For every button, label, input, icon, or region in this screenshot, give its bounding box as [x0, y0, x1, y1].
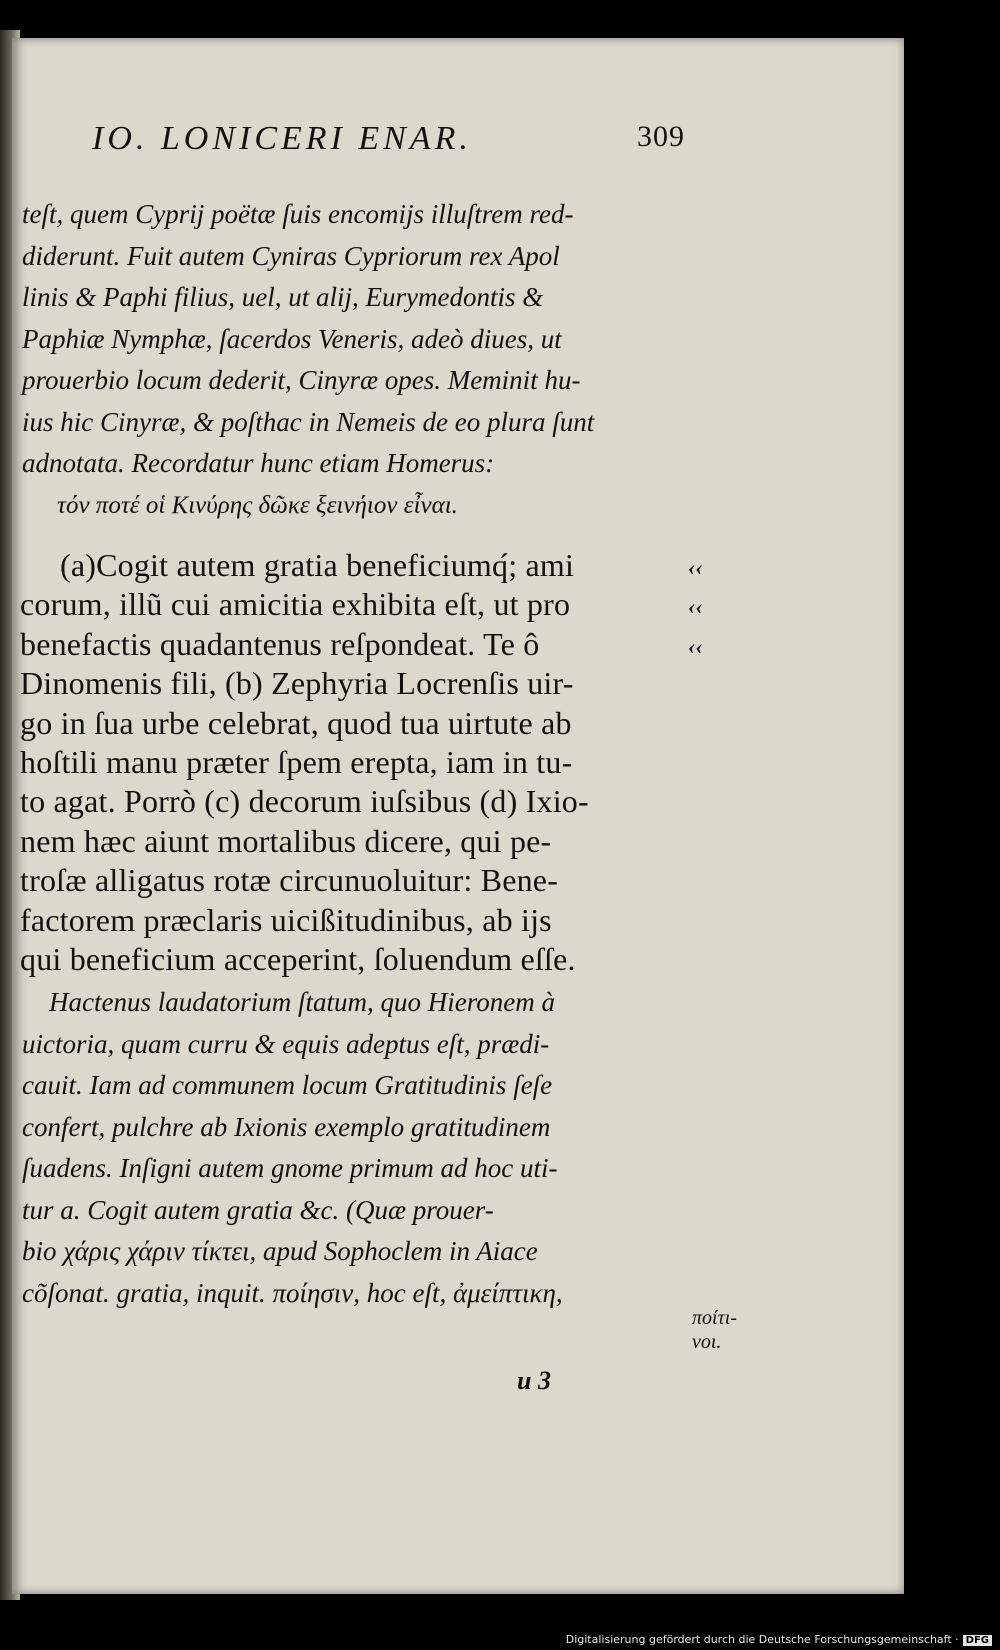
- translation-line: go in ſua urbe celebrat, quod tua uirtute ab: [20, 704, 572, 741]
- quote-marks: [688, 548, 703, 666]
- translation-line: Dinomenis fili, (b) Zephyria Locrenſis uir-: [20, 665, 574, 702]
- book-page: [12, 38, 904, 1594]
- commentary-line: cõſonat. gratia, inquit. ποίησιν, hoc eſt, ἀμείπτικη,: [22, 1277, 563, 1308]
- translation-line: factorem præclaris uicißitudinibus, ab ijs: [20, 901, 552, 938]
- commentary-line: uictoria, quam curru & equis adeptus eſt, prædi-: [22, 1028, 550, 1059]
- commentary-line: teſt, quem Cyprij poëtæ ſuis encomijs illuſtrem red-: [22, 199, 574, 229]
- page-number: 309: [637, 120, 685, 153]
- footer-credit: [566, 1633, 992, 1646]
- commentary-line: prouerbio locum dederit, Cinyræ opes. Meminit hu-: [22, 365, 581, 395]
- translation-line: corum, illũ cui amicitia exhibita eſt, ut pro: [20, 586, 571, 623]
- commentary-line: Paphiæ Nymphæ, ſacerdos Veneris, adeò diues, ut: [22, 323, 562, 354]
- commentary-line: tur a. Cogit autem gratia &c. (Quæ prouer-: [22, 1194, 494, 1225]
- margin-note: ποίτι- νοι.: [692, 1307, 737, 1353]
- translation-line: troſæ alligatus rotæ circunuoluitur: Bene-: [20, 862, 559, 899]
- footer-text: Digitalisierung gefördert durch die Deutsche Forschungsgemeinschaft ·: [565, 1633, 959, 1646]
- signature-mark: u 3: [517, 1366, 551, 1395]
- translation-line: (a)Cogit autem gratia beneficiumq́; ami: [60, 547, 575, 583]
- bottom-commentary: [22, 982, 682, 1314]
- quote-mark: ‹‹: [688, 633, 703, 659]
- commentary-line: confert, pulchre ab Ixionis exemplo gratitudinem: [22, 1111, 551, 1142]
- translation-text: [20, 546, 680, 979]
- quote-mark: ‹‹: [688, 594, 703, 620]
- translation-line: qui beneficium acceperint, ſoluendum eſſe.: [20, 941, 576, 978]
- translation-line: hoſtili manu præter ſpem erepta, iam in tu-: [20, 744, 573, 781]
- dfg-logo: DFG: [963, 1635, 992, 1646]
- top-commentary: [22, 194, 682, 485]
- running-title: IO. LONICERI ENAR.: [92, 120, 472, 157]
- greek-quote: τόν ποτέ οἱ Κινύρης δῶκε ξεινήιον εἶναι.: [57, 492, 458, 519]
- commentary-line: diderunt. Fuit autem Cyniras Cypriorum rex Apol: [22, 240, 560, 271]
- translation-line: nem hæc aiunt mortalibus dicere, qui pe-: [20, 822, 552, 859]
- commentary-line: ſuadens. Inſigni autem gnome primum ad hoc uti-: [22, 1153, 558, 1183]
- running-header: [92, 120, 692, 158]
- quote-mark: ‹‹: [688, 555, 703, 580]
- translation-line: to agat. Porrò (c) decorum iuſsibus (d) Ixio-: [20, 783, 589, 820]
- commentary-line: Hactenus laudatorium ſtatum, quo Hieronem à: [22, 987, 555, 1017]
- commentary-line: cauit. Iam ad communem locum Gratitudinis ſeſe: [22, 1070, 553, 1100]
- commentary-line: linis & Paphi filius, uel, ut alij, Eurymedontis &: [22, 282, 544, 312]
- translation-line: benefactis quadantenus reſpondeat. Te ô: [20, 625, 540, 662]
- commentary-line: ius hic Cinyræ, & poſthac in Nemeis de eo plura ſunt: [22, 406, 595, 437]
- commentary-line: bio χάρις χάριν τίκτει, apud Sophoclem in Aiace: [22, 1236, 538, 1266]
- commentary-line: adnotata. Recordatur hunc etiam Homerus:: [22, 448, 495, 478]
